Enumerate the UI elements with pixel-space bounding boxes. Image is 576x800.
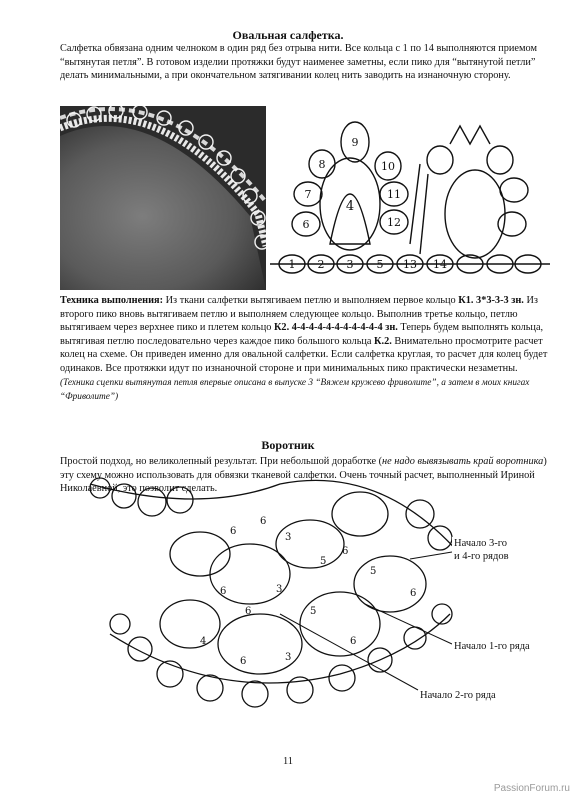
svg-text:6: 6 [220,586,227,597]
ring-number: 14 [433,258,447,271]
ring-number: 9 [351,136,359,149]
label-start-rows-3-4-line1: Начало 3-го [454,538,508,549]
svg-text:3: 3 [285,652,292,663]
ring-number: 2 [317,258,325,271]
label-start-rows-3-4-line2: и 4-го рядов [454,551,509,562]
doily-photo-image [60,106,266,290]
svg-text:6: 6 [410,588,417,599]
ring-number: 1 [288,258,296,271]
ring-number: 12 [387,216,401,229]
svg-text:5: 5 [320,556,327,567]
doily-schema-drawing [270,104,550,286]
collar-schema-drawing [80,474,470,714]
technique-text-3: Теперь будем выполнять кольца, вытягивая петлю последовательно через каждое пико большого кольца [60,322,544,347]
collar-text-1: Простой подход, но великолепный результат. При небольшой доработке ( [60,456,383,467]
ring-number: 3 [346,258,354,271]
svg-text:6: 6 [350,636,357,647]
ring-number: 13 [403,258,417,271]
technique-note: (Техника сцепки вытянутая петля впервые описана в выпуске 3 “Вяжем кружево фриволите”, а затем в моих книгах “Фриволите”) [60,377,530,403]
svg-text:6: 6 [260,516,267,527]
doily-photo [60,106,266,290]
svg-text:6: 6 [230,526,237,537]
technique-text-1: Из ткани салфетки вытягиваем петлю и выполняем первое кольцо [163,295,459,306]
label-start-rows-3-4 [452,537,511,563]
svg-text:3: 3 [276,584,283,595]
page-number: 11 [282,756,294,767]
technique-paragraph [60,294,548,405]
ring-number: 11 [387,188,401,201]
label-start-row-2: Начало 2-го ряда [420,690,496,701]
ring-k2-ref: К.2. [374,335,392,347]
svg-text:6: 6 [342,546,349,557]
svg-text:4: 4 [200,636,207,647]
svg-text:5: 5 [370,566,377,577]
ring-number: 7 [304,188,312,201]
ring-number: 5 [376,258,384,271]
ring-number: 8 [318,158,326,171]
svg-text:3: 3 [285,532,292,543]
doily-schema [270,104,550,291]
ring-number: 4 [345,199,355,214]
collar-emphasis: не надо вывязывать край воротника [382,456,544,467]
intro-paragraph: Салфетка обвязана одним челноком в один ряд без отрыва нити. Все кольца с 1 по 14 выполняются приемом “вытянутая петля”. В готовом изделии протяжки будут наименее заметны, если пико для “вытянутой петли” делать минимальными, а при окончательном затягивании колец нить заводить на изнаночную сторону. [60,43,537,82]
ring-number: 10 [381,160,395,173]
svg-text:6: 6 [240,656,247,667]
ring-k1-formula: К1. 3*3-3-3 зн. [458,295,524,306]
collar-title: Воротник [261,438,315,452]
watermark: PassionForum.ru [493,783,570,794]
svg-text:5: 5 [310,606,317,617]
article-title: Овальная салфетка. [232,28,344,42]
technique-text-2: Из второго пико вновь вытягиваем петлю и выполняем следующее кольцо. Выполнив третье кольцо, петлю вытягиваем через верхнее пико и плетем кольцо [60,295,538,334]
ring-k2-formula: К2. 4-4-4-4-4-4-4-4-4-4-4 зн. [273,322,398,334]
technique-text-4: Внимательно просмотрите расчет колец на схеме. Он приведен именно для овальной салфетки. Если салфетка круглая, то расчет для колец будет одинаков. Все протяжки идут по изнаночной стороне и при минимальных пико практически незаметны. [60,335,548,374]
ring-number: 6 [302,218,310,231]
label-start-row-1: Начало 1-го ряда [454,641,530,652]
collar-schema [80,474,470,719]
svg-text:6: 6 [245,606,252,617]
technique-label: Техника выполнения: [60,295,164,306]
collar-text-2: ) эту схему можно использовать для обвязки тканевой салфетки. Очень точный расчет, выполненный Ириной Николаевной, это позволит сделать. [60,456,547,495]
